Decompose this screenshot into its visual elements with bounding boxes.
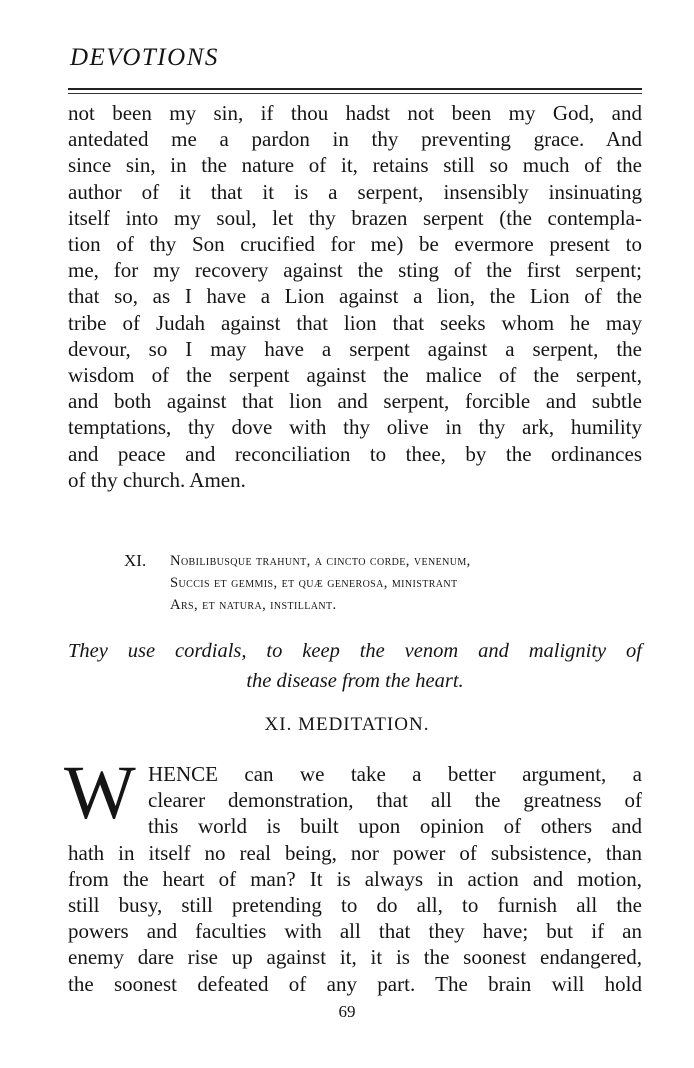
meditation-paragraph: [68, 761, 642, 997]
text-line: tribe of Judah against that lion that seeks whom he may: [68, 310, 642, 335]
text-line: the soonest defeated of any part. The brain will hold: [68, 971, 642, 996]
text-line: enemy dare rise up against it, it is the soonest endangered,: [68, 945, 642, 970]
text-line: clearer demonstration, that all the greatness of: [148, 788, 642, 813]
text-line: author of it that it is a serpent, insensibly insinuating: [68, 179, 642, 204]
drop-cap: W: [64, 751, 136, 835]
motto-line: Succis et gemmis, et quæ generosa, ministrant: [170, 575, 458, 591]
argument-line: They use cordials, to keep the venom and malignity of: [68, 640, 642, 662]
running-head: DEVOTIONS: [70, 44, 219, 71]
motto-line: Nobilibusque trahunt, a cincto corde, venenum,: [170, 553, 471, 569]
header-rule-thin: [68, 93, 642, 94]
text-line: antedated me a pardon in thy preventing grace. And: [68, 127, 642, 152]
text-line: of thy church. Amen.: [68, 467, 246, 492]
text-line: tion of thy Son crucified for me) be evermore present to: [68, 232, 642, 257]
prayer-paragraph: [68, 100, 642, 493]
text-line: itself into my soul, let thy brazen serpent (the contempla-: [68, 205, 642, 230]
text-line: since sin, in the nature of it, retains still so much of the: [68, 153, 642, 178]
text-line: HENCE can we take a better argument, a: [148, 762, 642, 786]
text-line: and peace and reconciliation to thee, by the ordinances: [68, 441, 642, 466]
text-line: temptations, thy dove with thy olive in thy ark, humility: [68, 415, 642, 440]
text-line: devour, so I may have a serpent against a serpent, the: [68, 336, 642, 361]
text-line: from the heart of man? It is always in action and motion,: [68, 866, 642, 891]
text-line: still busy, still pretending to do all, to furnish all the: [68, 893, 642, 918]
text-line: wisdom of the serpent against the malice of the serpent,: [68, 363, 642, 388]
motto-number: XI.: [124, 551, 147, 570]
page-number: 69: [338, 1002, 356, 1021]
argument-line: the disease from the heart.: [246, 670, 464, 692]
section-heading: XI. MEDITATION.: [264, 714, 430, 735]
header-rule-thick: [68, 88, 642, 90]
text-line: and both against that lion and serpent, forcible and subtle: [68, 389, 642, 414]
text-line: hath in itself no real being, nor power of subsistence, than: [68, 840, 642, 865]
text-line: this world is built upon opinion of others and: [148, 814, 642, 839]
text-line: that so, as I have a Lion against a lion, the Lion of the: [68, 284, 642, 309]
text-line: not been my sin, if thou hadst not been my God, and: [68, 101, 642, 125]
text-line: powers and faculties with all that they have; but if an: [68, 919, 642, 944]
text-line: me, for my recovery against the sting of the first serpent;: [68, 258, 642, 283]
motto-line: Ars, et natura, instillant.: [170, 597, 337, 613]
argument-italic: [68, 636, 642, 696]
